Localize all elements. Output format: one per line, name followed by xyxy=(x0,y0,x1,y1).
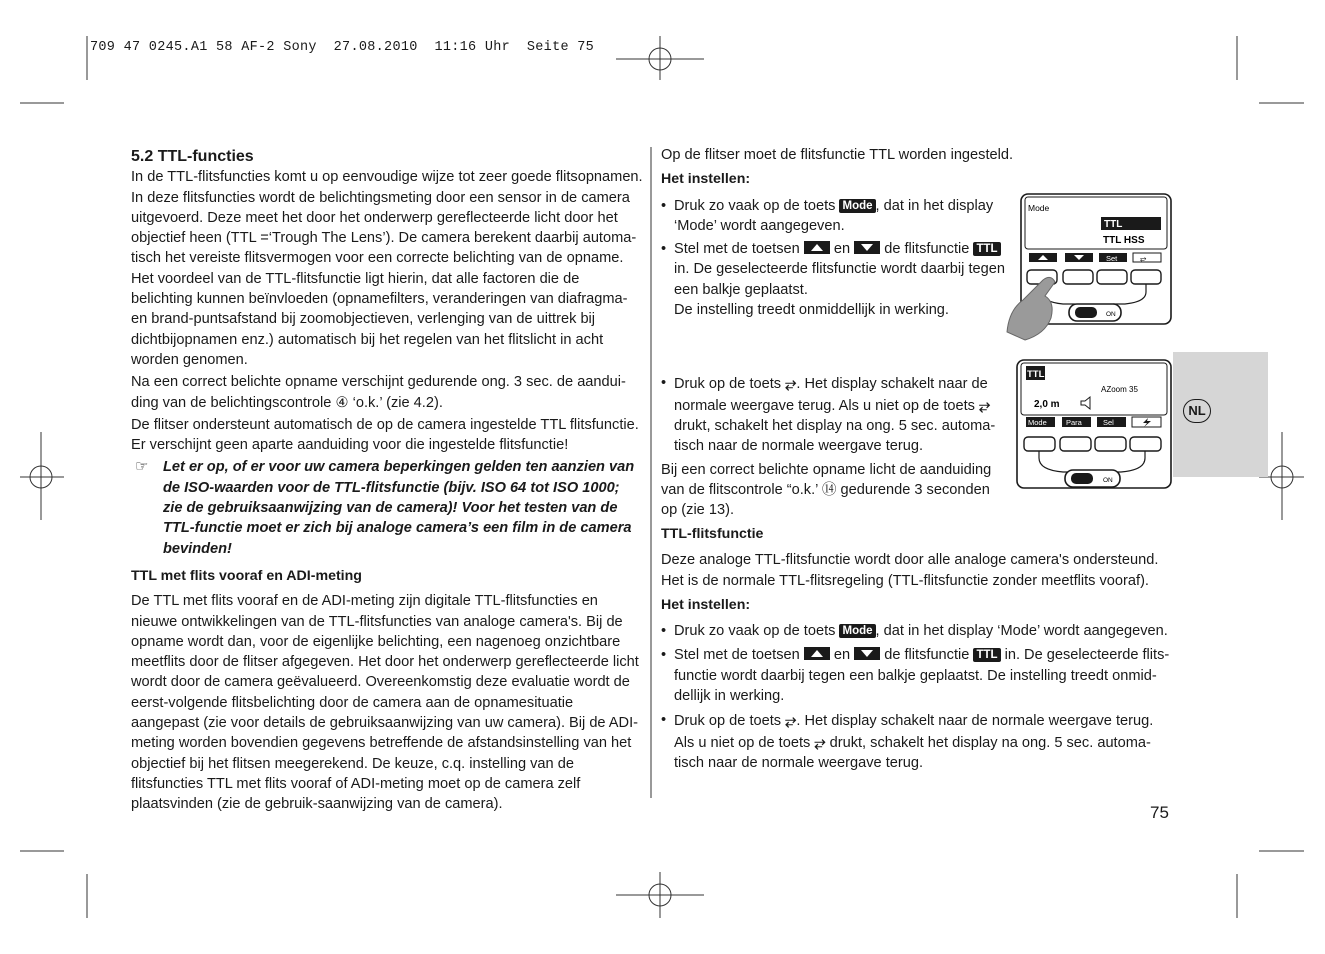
up-arrow-key-icon xyxy=(804,241,830,254)
display-mode-key: Mode xyxy=(1028,418,1047,427)
down-arrow-key-icon xyxy=(854,241,880,254)
display-set-label: Set xyxy=(1106,254,1118,263)
display-on-label-2: ON xyxy=(1103,477,1113,484)
display-zoom-label: AZoom 35 xyxy=(1101,385,1138,394)
up-arrow-key-icon xyxy=(804,647,830,660)
page-number: 75 xyxy=(1150,803,1169,822)
bullet-return: • Druk op de toets ⥂. Het display schakelt naar de normale weergave terug. Als u niet op de toets ⥂ drukt, schakelt het display na ong. 5 sec. automa-tisch naar de normale weergave terug. xyxy=(661,373,1006,456)
intro-paragraph: In de TTL-flitsfuncties komt u op eenvoudige wijze tot zeer goede flitsopnamen. In deze flitsfuncties wordt de belichtingsmeting door een sensor in de camera uitgevoerd. Deze meet het door het onderwerp gereflecteerde licht door het objectief heen (TTL =‘Trough The Lens’). De camera berekent daarbij automa-tisch het vereiste flitsvermogen voor een correcte belichting van de opname. Het voordeel van de TTL-flitsfunctie ligt hierin, dat alle factoren die de belichting kunnen beïnvloeden (opnamefilters, veranderingen van diafragma- en brand-puntsafstand bij zoomobjectieven, verlenging van de uittrek bij dichtbijopnamen enz.) automatisch bij het regelen van het flitslicht in acht worden genomen. xyxy=(131,169,643,368)
flash-display-mode-illustration xyxy=(1005,192,1175,342)
svg-text:⥂: ⥂ xyxy=(1140,254,1147,263)
ttl-function-title: TTL-flitsfunctie xyxy=(661,526,764,542)
down-arrow-key-icon xyxy=(854,647,880,660)
language-badge: NL xyxy=(1183,399,1211,423)
bullet-return-2: • Druk op de toets ⥂. Het display schakelt naar de normale weergave terug. Als u niet op de toets ⥂ drukt, schakelt het display na ong. 5 sec. automa-tisch naar de normale weergave terug. xyxy=(661,710,1171,773)
return-key-icon: ⥂ xyxy=(785,712,797,729)
instellen-heading: Het instellen: xyxy=(661,171,751,188)
instant-effect-note: De instelling treedt onmiddellijk in werking. xyxy=(674,302,949,319)
return-key-icon: ⥂ xyxy=(785,375,797,392)
ttl-key-icon: TTL xyxy=(973,242,1000,256)
display-ttl-label: TTL xyxy=(1027,369,1045,380)
pointing-hand-icon: ☞ xyxy=(135,458,149,476)
display-ttl-item: TTL xyxy=(1104,219,1123,230)
right-column-upper xyxy=(661,145,1014,520)
display-sel-key: Sel xyxy=(1103,418,1114,427)
note-text: Let er op, of er voor uw camera beperkingen gelden ten aanzien van de ISO-waarden voor de TTL-flitsfunctie (bijv. ISO 64 tot ISO 1000; zie de gebruiksaanwijzing van de camera)! Voor het testen van de TTL-functie moet er zich bij analoge camera’s een film in de camera bevinden! xyxy=(163,459,635,557)
display-ttl-hss-item: TTL HSS xyxy=(1103,235,1145,246)
support-paragraph: De flitser ondersteunt automatisch de op de camera ingestelde TTL flitsfunctie. Er verschijnt geen aparte aanduiding voor die ingestelde flitsfunctie! xyxy=(131,416,639,454)
display-mode-label: Mode xyxy=(1028,203,1050,213)
flash-intro: Op de flitser moet de flitsfunctie TTL worden ingesteld. xyxy=(661,147,1014,163)
flash-display-normal-illustration xyxy=(1015,358,1175,494)
adi-paragraph: De TTL met flits vooraf en de ADI-meting zijn digitale TTL-flitsfuncties en nieuwe ontwikkelingen van de TTL-flitsfuncties van analoge camera's. Bij de opname wordt dan, voor de eigenlijke belichting, een nagenoeg onzichtbare meetflits door de flitser afgegeven. Het door het onderwerp gereflecteerde licht wordt door de camera geëvalueerd. Overeenkomstig deze evaluatie wordt de eerst-volgende flitsbelichting door de camera aan de opnamesituatie aangepast (zie voor details de gebruiksaanwijzing van uw camera). Bij de ADI-meting worden bovendien gegevens betreffende de afstandsinstelling van het objectief bij het flitsen meegerekend. De keuze, c.q. instelling van de flitsfuncties TTL met flits vooraf of ADI-meting moet op de camera zelf plaatsvinden (zie de gebruik-saanwijzing van de camera). xyxy=(131,593,639,813)
note-block xyxy=(131,457,643,558)
display-on-label: ON xyxy=(1106,311,1116,318)
display-distance: 2,0 m xyxy=(1034,399,1060,410)
subsection-title: TTL met flits vooraf en ADI-meting xyxy=(131,567,362,584)
bullet-mode: • Druk zo vaak op de toets Mode , dat in het display ‘Mode’ wordt aangegeven. xyxy=(661,196,1006,237)
return-key-icon: ⥂ xyxy=(979,396,991,413)
print-header: 709 47 0245.A1 58 AF-2 Sony 27.08.2010 11:16 Uhr Seite 75 xyxy=(90,40,595,55)
ok-indication-paragraph: Bij een correct belichte opname licht de aanduiding van de flitscontrole “o.k.’ ⑭ gedurende 3 seconden op (zie 13). xyxy=(661,461,992,519)
mode-key-icon: Mode xyxy=(839,199,875,213)
display-para-key: Para xyxy=(1066,418,1082,427)
ttl-function-paragraph: Deze analoge TTL-flitsfunctie wordt door alle analoge camera's ondersteund. Het is de normale TTL-flitsregeling (TTL-flitsfunctie zonder meetflits vooraf). xyxy=(661,552,1159,589)
bullet-select-2: • Stel met de toetsen en de flitsfunctie TTL in. De geselecteerde flits-functie wordt daarbij tegen een balkje geplaatst. De instelling treedt onmid-dellijk in werking. xyxy=(661,645,1171,706)
bullet-mode-2: • Druk zo vaak op de toets Mode , dat in het display ‘Mode’ wordt aangegeven. xyxy=(661,621,1171,641)
right-column-lower xyxy=(661,524,1171,773)
ok-paragraph: Na een correct belichte opname verschijnt gedurende ong. 3 sec. de aandui-ding van de belichtingscontrole ④ ‘o.k.’ (zie 4.2). xyxy=(131,374,626,411)
return-key-icon: ⥂ xyxy=(814,733,826,750)
bullet-select: • Stel met de toetsen en de flitsfunctie TTL in. De geselecteerde flitsfunctie wordt daarbij tegen een balkje geplaatst. De instelling treedt onmiddellijk in werking. xyxy=(661,239,1006,320)
section-title: 5.2 TTL-functies xyxy=(131,148,254,165)
mode-key-icon: Mode xyxy=(839,624,875,638)
ttl-key-icon: TTL xyxy=(973,648,1000,662)
instellen-heading-2: Het instellen: xyxy=(661,596,751,613)
left-column xyxy=(131,147,643,815)
